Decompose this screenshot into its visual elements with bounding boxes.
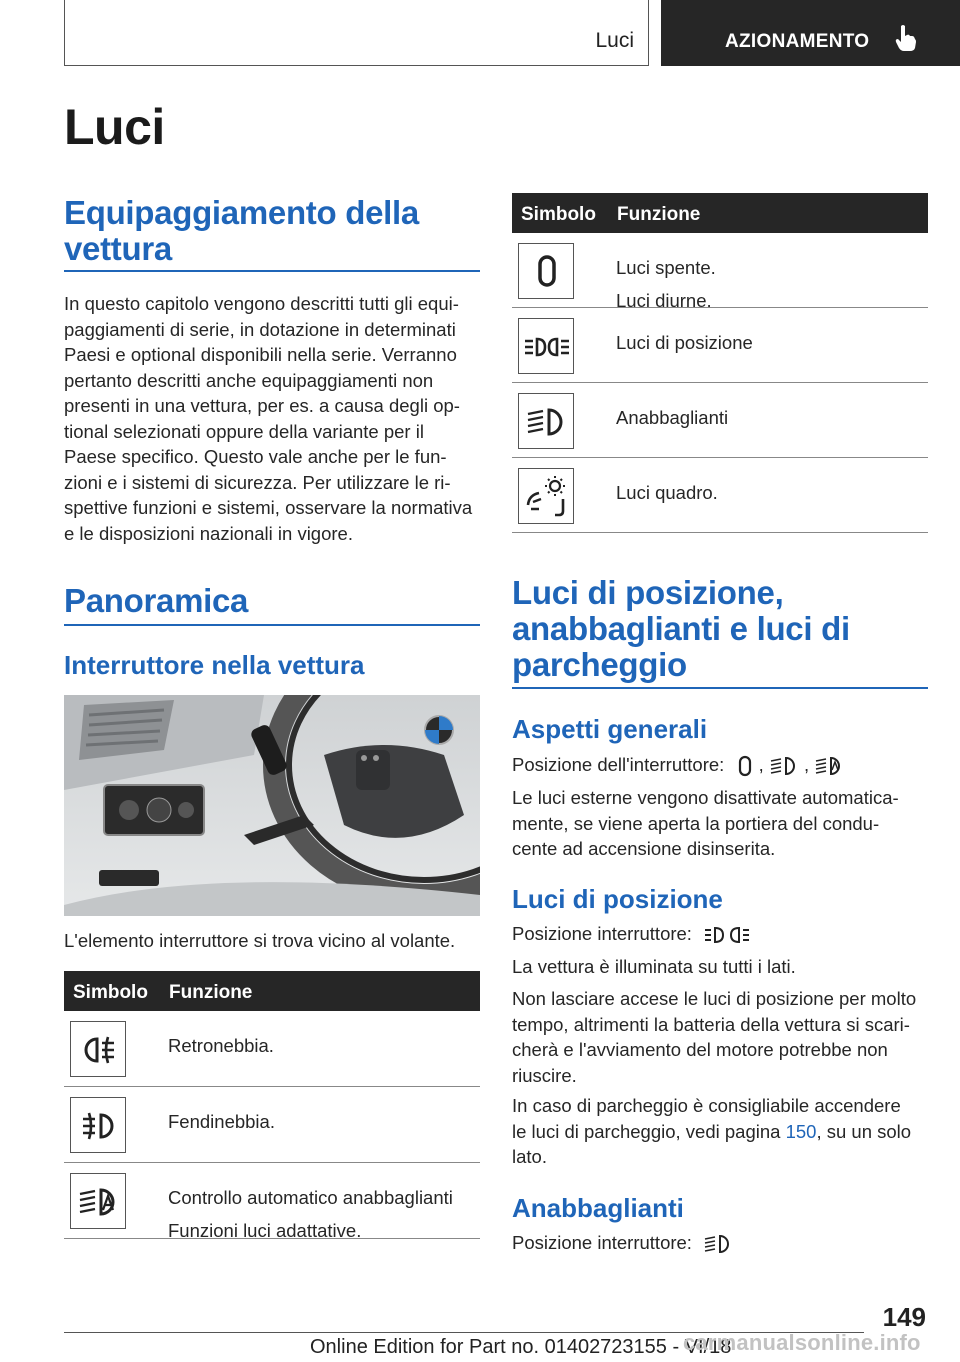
table-row [512,383,928,458]
hand-pointer-icon [895,24,917,52]
instrument-lighting-icon [518,468,574,524]
header-tab-label: AZIONAMENTO [725,31,870,52]
switch-positions-line: Posizione dell'interruttore: , , [512,752,932,778]
light-switch-table [512,193,928,533]
watermark: carmanualsonline.info [683,1330,921,1355]
table-row [64,1163,480,1239]
switch-photo [64,695,480,916]
switch-position-line: Posizione interruttore: [512,1230,932,1256]
function-text: Controllo automatico anabbaglianti Funzioni luci adattative. [168,1187,453,1241]
parking-lights-icon [518,318,574,374]
low-beam-icon [518,393,574,449]
heading-luci-posizione-anabbaglianti: Luci di posizione, anabbaglianti e luci di parcheggio [512,574,850,683]
table-row [512,308,928,383]
col-symbol: Simbolo [73,982,148,1003]
posizione-text-2: Non lasciare accese le luci di posizione per molto tempo, altrimenti la batteria della vettura si scari- cherà e l'avviamento del motore potrebbe non riuscire. [512,988,917,1086]
header-section-title: Luci [595,29,634,52]
col-function: Funzione [617,204,701,225]
auto-low-beam-icon [814,755,844,777]
photo-caption: L'elemento interruttore si trova vicino al volante. [64,930,456,951]
auto-low-beam-icon [70,1173,126,1229]
page-number: 149 [882,1302,926,1332]
heading-anabbaglianti: Anabbaglianti [512,1193,684,1223]
heading-rule [512,687,928,689]
page-link-150[interactable]: 150 [785,1120,817,1142]
fog-lights-table [64,971,480,1239]
function-text: Luci quadro. [616,482,718,503]
col-symbol: Simbolo [521,204,596,225]
table-header [512,193,928,233]
front-fog-light-icon [70,1097,126,1153]
equipaggiamento-text: In questo capitolo vengono descritti tutti gli equi- paggiamenti di serie, in dotazione in determinati Paesi e optional disponibili nella serie. Verranno pertanto descritti anche equipaggiamenti non presenti in una vettura, per es. a causa degli op- tional selezionati oppure della variante per il Paese specifico. Questo vale anche per le fun- zioni e i sistemi di sicurezza. Per utilizzare le ri- spettive funzioni e sistemi, osservare la normativa e le disposizioni nazionali in vigore. [64,293,473,544]
function-text: Anabbaglianti [616,407,729,428]
heading-luci-di-posizione: Luci di posizione [512,884,723,914]
header-box [64,0,649,66]
footer-edition: Online Edition for Part no. 01402723155 - VI/18 [310,1336,732,1358]
posizione-text-3: In caso di parcheggio è consigliabile accendere le luci di parcheggio, vedi pagina 150, su un solo lato. [512,1095,912,1167]
aspetti-text: Le luci esterne vengono disattivate automatica- mente, se viene aperta la portiera del condu- cente ad accensione disinserita. [512,787,899,859]
function-text: Luci spente. Luci diurne. [616,257,716,311]
table-row [512,458,928,533]
zero-position-icon [518,243,574,299]
heading-equipaggiamento: Equipaggiamento della vettura [64,194,419,267]
col-function: Funzione [169,982,253,1003]
heading-rule [64,624,480,626]
zero-position-icon [737,755,753,777]
dashboard-illustration [64,695,480,916]
table-header [64,971,480,1011]
heading-aspetti-generali: Aspetti generali [512,714,708,744]
low-beam-icon [703,1233,733,1255]
table-row [512,233,928,311]
switch-position-line: Posizione interruttore: [512,921,932,947]
function-text: Fendinebbia. [168,1111,275,1132]
header-tab-azionamento[interactable] [661,0,960,66]
posizione-text-1: La vettura è illuminata su tutti i lati. [512,956,796,977]
heading-panoramica: Panoramica [64,582,249,619]
table-row [64,1087,480,1163]
parking-lights-icon [703,924,751,946]
function-text: Retronebbia. [168,1035,274,1056]
heading-rule [64,270,480,272]
table-row [64,1011,480,1087]
low-beam-icon [769,755,799,777]
rear-fog-light-icon [70,1021,126,1077]
function-text: Luci di posizione [616,332,753,353]
heading-interruttore: Interruttore nella vettura [64,650,365,680]
page-title: Luci [64,99,165,155]
